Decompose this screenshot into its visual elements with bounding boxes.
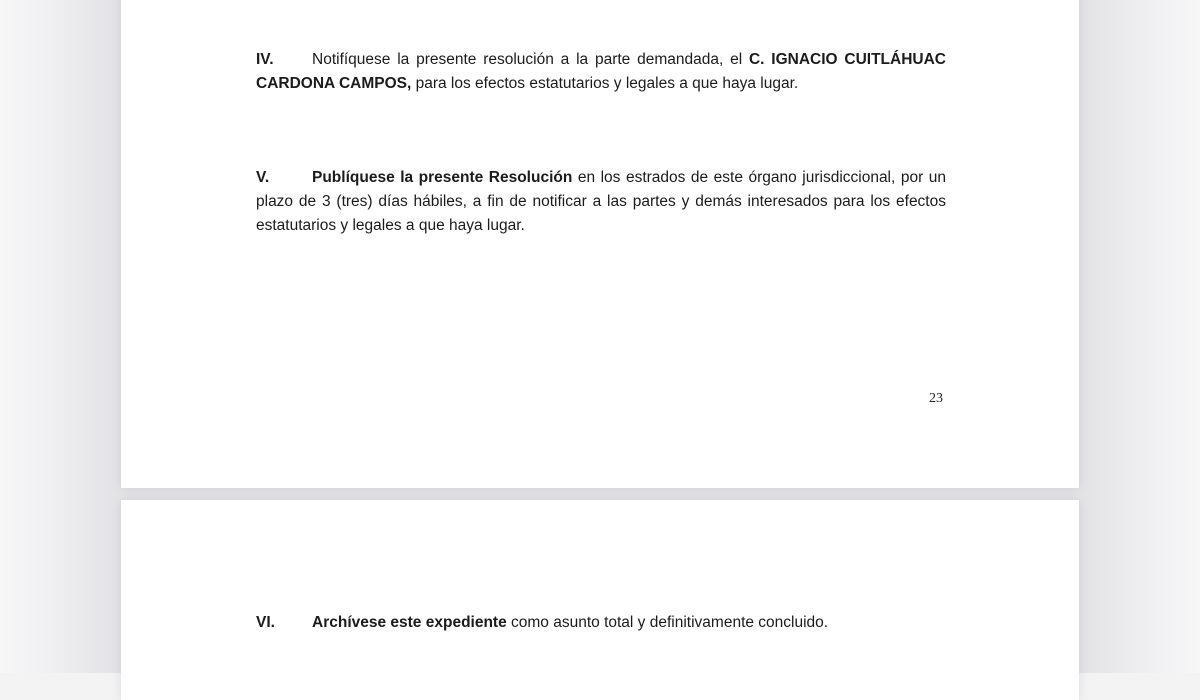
resolution-paragraph-iv bbox=[256, 48, 946, 96]
document-page-23 bbox=[121, 0, 1079, 488]
paragraph-text: como asunto total y definitivamente concluido. bbox=[506, 614, 829, 631]
document-page-24 bbox=[121, 500, 1079, 700]
page-number: 23 bbox=[929, 391, 943, 406]
paragraph-text: en los estrados de este órgano jurisdiccional, por un plazo de 3 (tres) días hábiles, a fin de notificar a las partes y demás interesados para los efectos estatutarios y legales a que haya lugar. bbox=[256, 169, 946, 234]
paragraph-bold-text: Publíquese la presente Resolución bbox=[312, 169, 573, 186]
defendant-name: C. IGNACIO CUITLÁHUAC CARDONA CAMPOS, bbox=[256, 51, 946, 92]
paragraph-number: VI. bbox=[256, 614, 275, 631]
resolution-paragraph-vi bbox=[256, 611, 946, 635]
resolution-paragraph-v bbox=[256, 166, 946, 238]
paragraph-number: V. bbox=[256, 169, 270, 186]
paragraph-text: para los efectos estatutarios y legales a que haya lugar. bbox=[411, 75, 799, 92]
paragraph-bold-text: Archívese este expediente bbox=[312, 614, 507, 631]
paragraph-text: Notifíquese la presente resolución a la parte demandada, el bbox=[312, 51, 749, 68]
paragraph-number: IV. bbox=[256, 51, 274, 68]
